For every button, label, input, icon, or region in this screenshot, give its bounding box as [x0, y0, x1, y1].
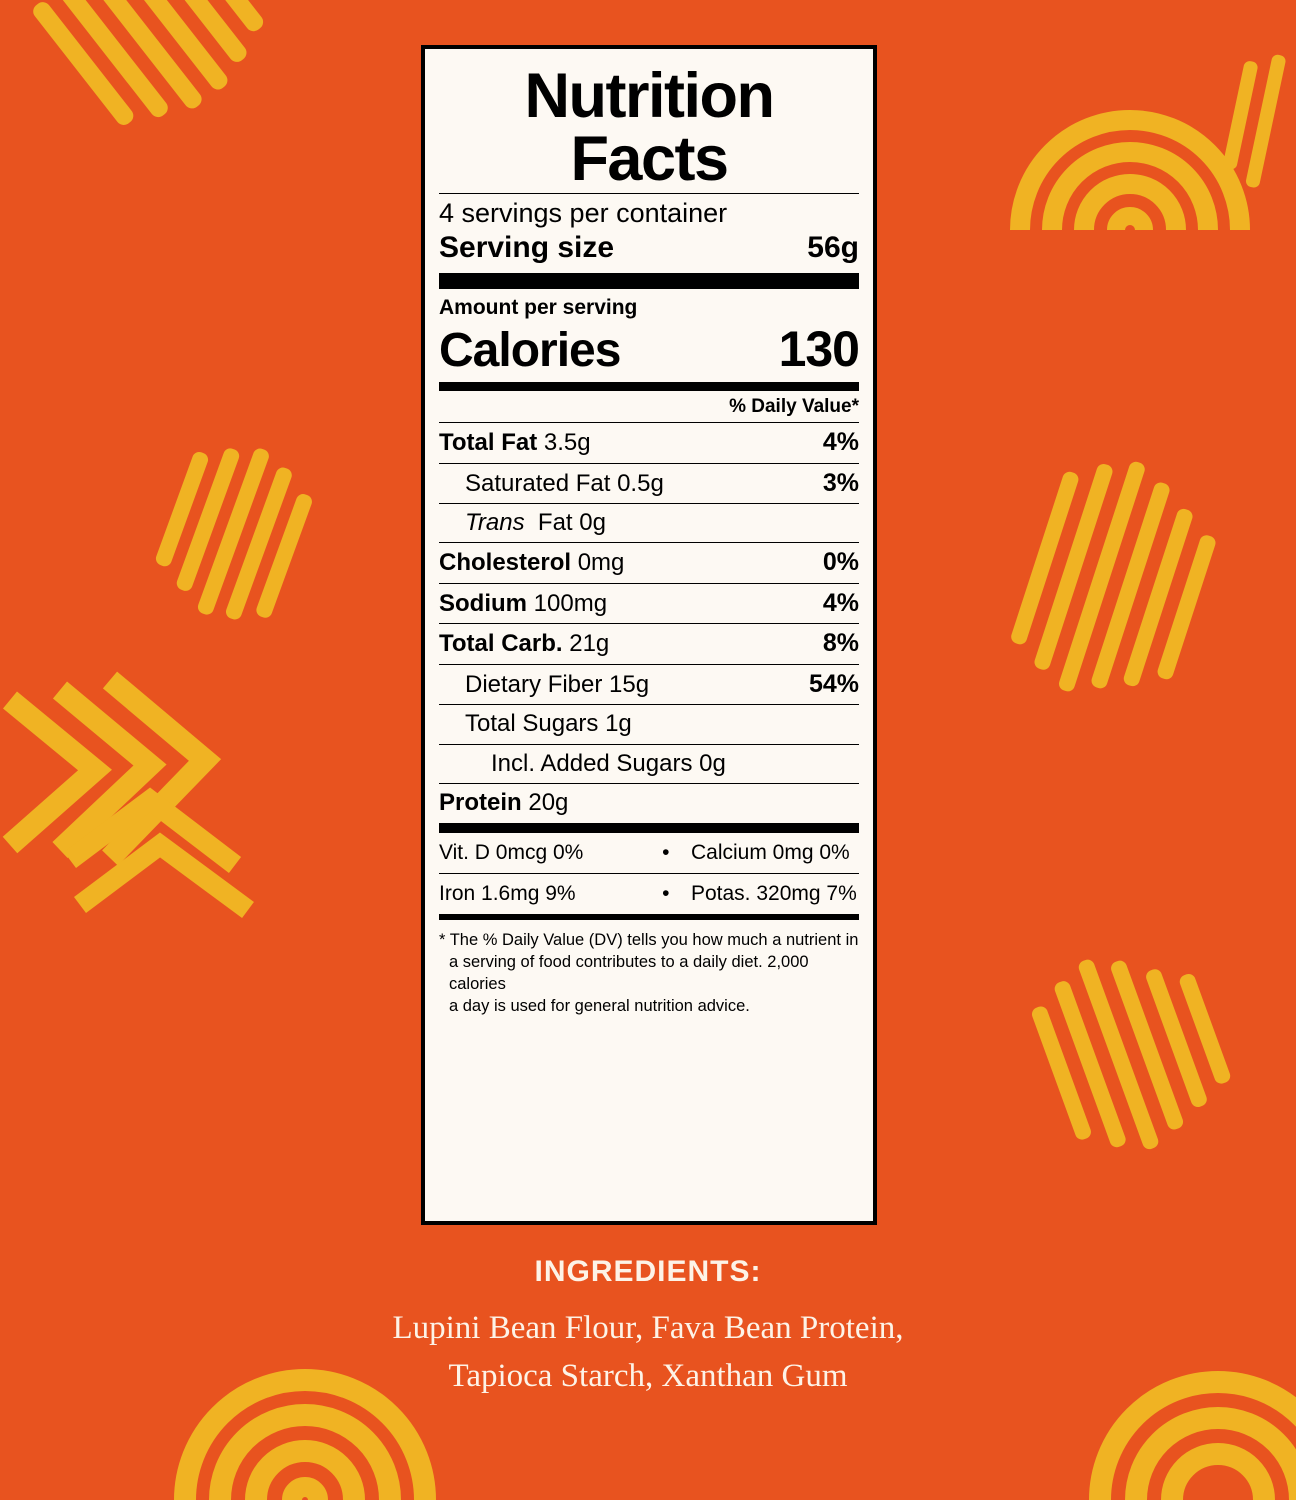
amount-per-serving-label: Amount per serving — [439, 296, 638, 320]
nutrient-dv: 8% — [822, 629, 859, 658]
nutrient-amount: Total Sugars 1g — [465, 710, 632, 738]
nutrient-amount: 0mg — [571, 549, 625, 577]
table-row — [439, 463, 859, 504]
micronutrient-row — [439, 873, 859, 914]
nutrient-amount: 3.5g — [537, 429, 591, 457]
nutrient-amount: Saturated Fat 0.5g — [465, 469, 664, 497]
serving-size-value: 56g — [807, 231, 859, 265]
nutrient-dv: 4% — [822, 588, 859, 617]
pasta-hatch-right-mid — [1000, 441, 1232, 721]
serving-size-row — [439, 231, 859, 273]
daily-value-header: % Daily Value* — [729, 396, 859, 418]
nutrient-dv: 3% — [822, 468, 859, 497]
divider-servings — [439, 273, 859, 289]
table-row — [439, 583, 859, 624]
micronutrient-row — [439, 832, 859, 873]
footnote-line: a serving of food contributes to a daily diet. 2,000 calories — [449, 952, 809, 994]
micronutrient-left: Vit. D 0mcg 0% — [439, 840, 584, 864]
pasta-chevrons-left-2 — [70, 800, 248, 910]
ingredients-line-2: Tapioca Starch, Xanthan Gum — [448, 1357, 848, 1394]
table-row — [439, 783, 859, 822]
footnote-line: a day is used for general nutrition advice. — [449, 997, 750, 1016]
table-row — [439, 744, 859, 783]
serving-size-label: Serving size — [439, 231, 615, 265]
nutrient-amount: Dietary Fiber 15g — [465, 670, 650, 698]
nutrient-dv: 0% — [822, 548, 859, 577]
ingredients-line-1: Lupini Bean Flour, Fava Bean Protein, — [392, 1310, 904, 1346]
nutrient-name: Protein — [439, 789, 522, 817]
table-row — [439, 704, 859, 743]
nutrient-name: Cholesterol — [439, 549, 572, 577]
table-row — [439, 542, 859, 583]
daily-value-footnote — [439, 914, 859, 1018]
nutrient-dv: 4% — [822, 428, 859, 457]
ingredients-section — [0, 1255, 1296, 1401]
table-row — [439, 422, 859, 463]
nutrient-amount: Fat 0g — [537, 509, 606, 537]
nutrient-name: Total Carb. — [439, 630, 563, 658]
calories-row — [439, 320, 859, 382]
divider-protein — [439, 823, 859, 832]
table-row — [439, 623, 859, 664]
table-row — [439, 503, 859, 542]
table-row — [439, 664, 859, 705]
nutrient-name: Total Fat — [439, 429, 538, 457]
micronutrient-right: Potas. 320mg 7% — [690, 881, 857, 905]
bullet-separator-icon: • — [662, 840, 670, 864]
pasta-hatch-top-left — [8, 0, 306, 152]
nutrient-name-italic: Trans — [465, 509, 525, 537]
nutrient-dv: 54% — [808, 669, 859, 698]
pasta-chevrons-left — [10, 680, 205, 858]
pasta-hatch-right-low — [1020, 927, 1244, 1172]
servings-per-container: 4 servings per container — [439, 198, 728, 228]
nutrient-name: Sodium — [439, 589, 527, 617]
micronutrient-right: Calcium 0mg 0% — [690, 840, 850, 864]
bullet-separator-icon: • — [662, 881, 670, 905]
footnote-line: * The % Daily Value (DV) tells you how much a nutrient in — [439, 930, 859, 949]
pasta-arc-top-right — [1020, 120, 1240, 230]
nutrient-amount: 21g — [562, 630, 610, 658]
pasta-hatch-left-mid — [143, 427, 323, 635]
calories-value: 130 — [778, 321, 859, 378]
nutrient-amount: Incl. Added Sugars 0g — [491, 749, 726, 777]
calories-label: Calories — [439, 324, 621, 378]
nutrient-amount: 20g — [521, 789, 569, 817]
page-title: Nutrition Facts — [524, 61, 774, 194]
micronutrient-left: Iron 1.6mg 9% — [439, 881, 576, 905]
divider-calories — [439, 382, 859, 391]
nutrition-facts-panel — [421, 45, 877, 1225]
pasta-hatch-top-right-small — [1219, 48, 1286, 188]
ingredients-title: INGREDIENTS: — [534, 1255, 762, 1288]
nutrient-amount: 100mg — [527, 589, 608, 617]
